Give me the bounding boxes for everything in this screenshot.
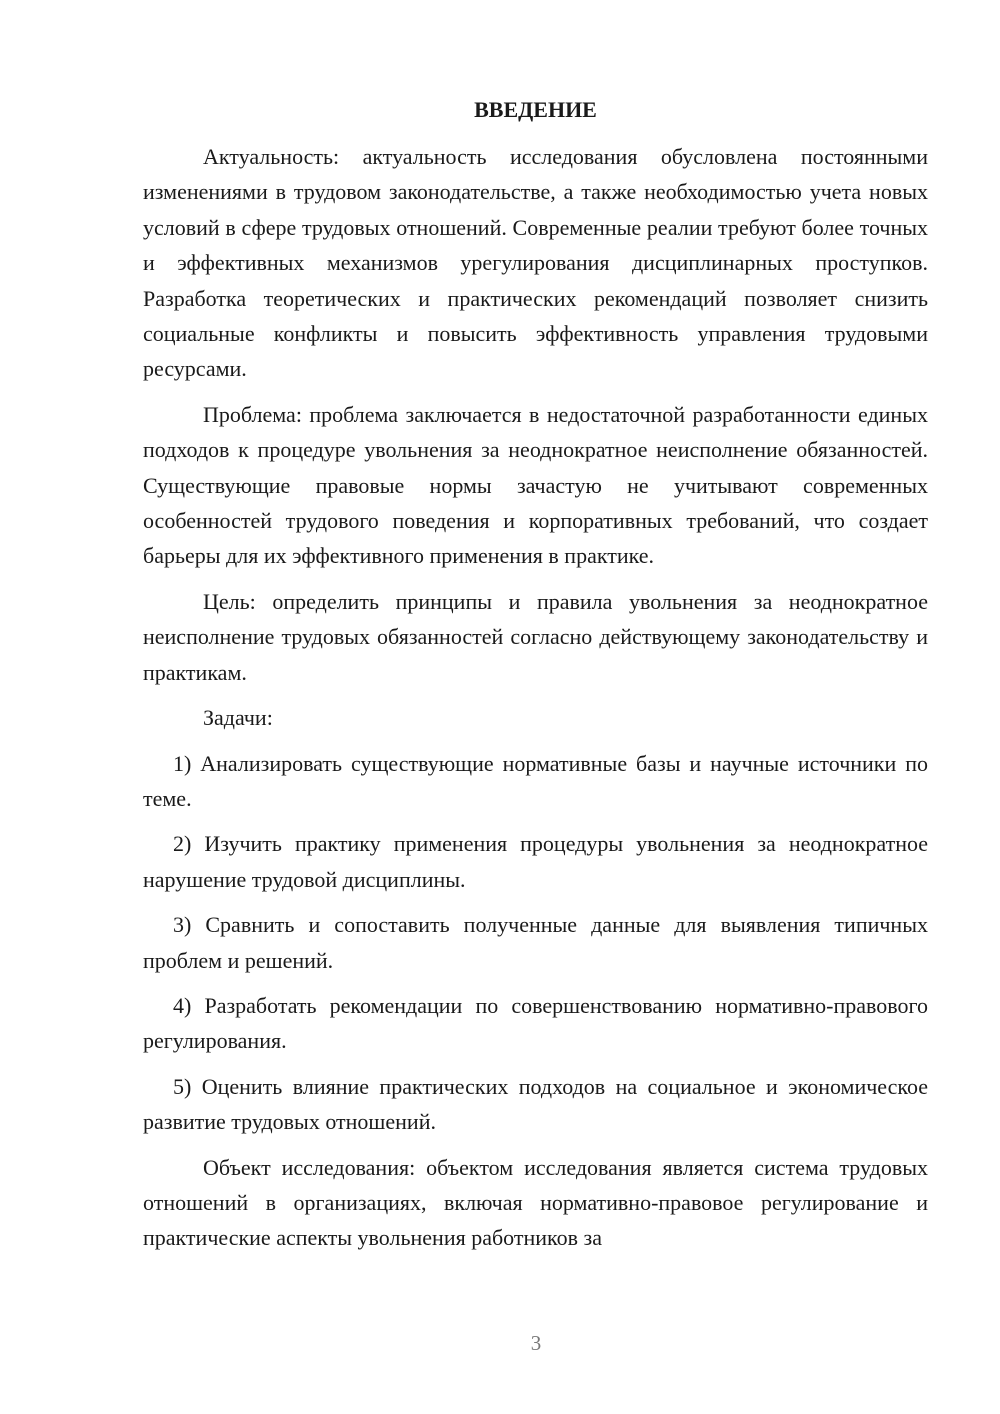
document-page (143, 95, 928, 1256)
task-item-1: 1) Анализировать существующие нормативные базы и научные источники по теме. (143, 750, 928, 811)
tasks-label: Задачи: (203, 705, 273, 731)
page-number: 3 (530, 1331, 542, 1355)
task-item-2: 2) Изучить практику применения процедуры увольнения за неоднократное нарушение трудовой дисциплины. (143, 831, 928, 892)
section-heading: ВВЕДЕНИЕ (474, 97, 597, 122)
task-item-3: 3) Сравнить и сопоставить полученные данные для выявления типичных проблем и решений. (143, 912, 928, 973)
task-item-4: 4) Разработать рекомендации по совершенствованию нормативно-правового регулирования. (143, 992, 928, 1054)
relevance-paragraph: Актуальность: актуальность исследования обусловлена постоянными изменениями в трудовом законодательстве, а также необходимостью учета новых условий в сфере трудовых отношений. Современные реалии требуют более точных и эффективных механизмов урегулирования дисциплинарных проступков. Разработка теоретических и практических рекомендаций позволяет снизить социальные конфликты и повысить эффективность управления трудовыми ресурсами. (143, 144, 928, 382)
object-paragraph: Объект исследования: объектом исследования является система трудовых отношений в организациях, включая нормативно-правовое регулирование и практические аспекты увольнения работников за (143, 1154, 928, 1251)
problem-paragraph: Проблема: проблема заключается в недостаточной разработанности единых подходов к процедуре увольнения за неоднократное неисполнение обязанностей. Существующие правовые нормы зачастую не учитывают современных особенностей трудового поведения и корпоративных требований, что создает барьеры для их эффективного применения в практике. (143, 401, 928, 569)
task-item-5: 5) Оценить влияние практических подходов на социальное и экономическое развитие трудовых отношений. (143, 1073, 928, 1135)
goal-paragraph: Цель: определить принципы и правила увольнения за неоднократное неисполнение трудовых обязанностей согласно действующему законодательству и практикам. (143, 588, 928, 685)
